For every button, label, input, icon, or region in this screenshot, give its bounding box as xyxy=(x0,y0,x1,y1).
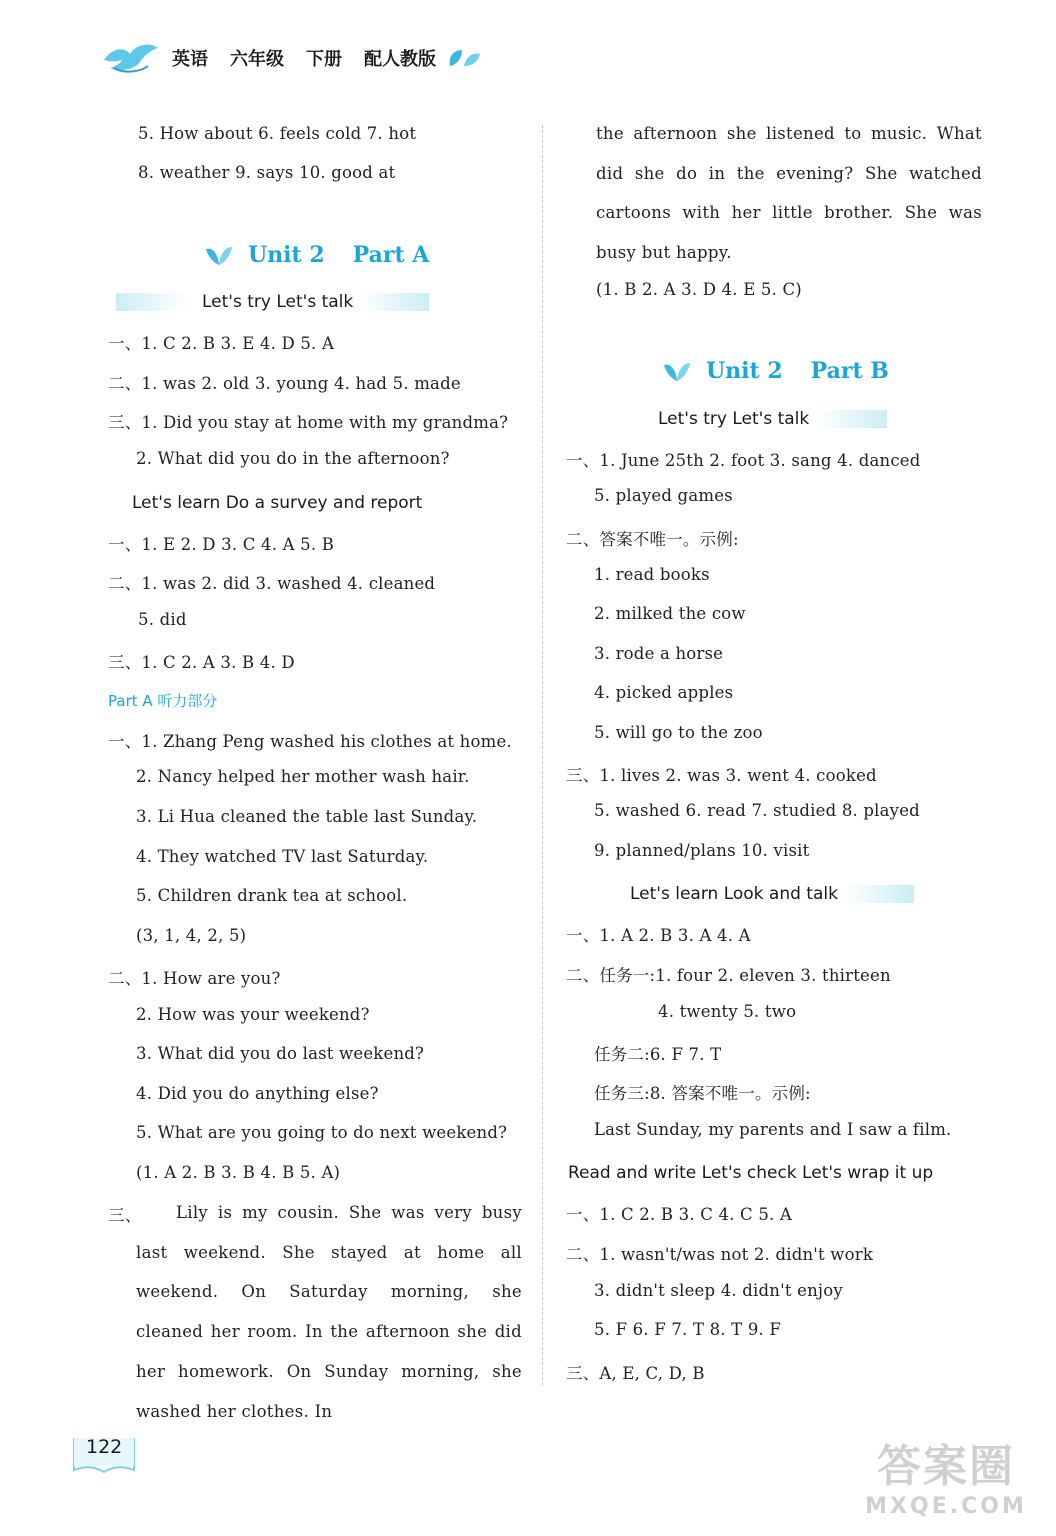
answer-line: 5. played games xyxy=(594,486,733,505)
answer-line: 一、1. Zhang Peng washed his clothes at home. xyxy=(108,732,512,751)
answer-line: 8. weather 9. says 10. good at xyxy=(138,163,396,182)
leaf-icon xyxy=(662,359,692,383)
unit-heading xyxy=(662,358,889,384)
answer-line: 5. will go to the zoo xyxy=(594,723,763,742)
answer-line: 三、1. C 2. A 3. B 4. D xyxy=(108,653,295,672)
answer-line: 3. What did you do last weekend? xyxy=(136,1044,425,1063)
watermark-bottom-text: MXQE.COM xyxy=(865,1494,1027,1519)
answer-line: 三、1. Did you stay at home with my grandma? xyxy=(108,413,509,432)
answer-line: 4. Did you do anything else? xyxy=(136,1084,379,1103)
answer-line: 5. did xyxy=(138,610,187,629)
answer-line: 5. What are you going to do next weekend? xyxy=(136,1123,508,1142)
answer-line: 9. planned/plans 10. visit xyxy=(594,841,810,860)
answer-line: 4. twenty 5. two xyxy=(658,1002,797,1021)
answer-line: 二、任务一:1. four 2. eleven 3. thirteen xyxy=(566,966,891,985)
page-number xyxy=(72,1436,136,1476)
answer-line: (3, 1, 4, 2, 5) xyxy=(136,926,247,945)
watermark xyxy=(846,1430,1046,1530)
passage-paragraph: Lily is my cousin. She was very busy last weekend. She stayed at home all weekend. On Saturday morning, she cleaned her room. In the afternoon she did her homework. On Sunday morning, she washed her clothes. In xyxy=(136,1203,522,1421)
column-divider xyxy=(542,125,543,1385)
answer-line: 三、A, E, C, D, B xyxy=(566,1364,705,1383)
answer-line: 二、1. was 2. did 3. washed 4. cleaned xyxy=(108,574,436,593)
leaf-icon xyxy=(204,243,234,267)
sub-heading: Let's try Let's talk xyxy=(652,406,815,432)
answer-line: 二、1. was 2. old 3. young 4. had 5. made xyxy=(108,374,461,393)
answer-line: 3. rode a horse xyxy=(594,644,724,663)
part-title: Part A xyxy=(352,242,430,268)
watermark-top-text: 答案圈 xyxy=(877,1441,1015,1492)
header-edition: 配人教版 xyxy=(364,49,436,70)
unit-heading xyxy=(204,242,429,268)
answer-line: 二、1. How are you? xyxy=(108,969,281,988)
answer-line: (1. B 2. A 3. D 4. E 5. C) xyxy=(596,280,802,299)
answer-label: 三、 xyxy=(108,1206,142,1225)
header-grade: 六年级 xyxy=(230,49,284,70)
answer-line: 2. Nancy helped her mother wash hair. xyxy=(136,767,470,786)
bird-logo-icon xyxy=(100,38,160,78)
answer-line: 一、1. June 25th 2. foot 3. sang 4. danced xyxy=(566,451,921,470)
answer-line: 2. milked the cow xyxy=(594,604,746,623)
part-title: Part B xyxy=(810,358,889,384)
sub-heading: Let's learn Do a survey and report xyxy=(132,493,423,513)
listening-section-label: Part A 听力部分 xyxy=(108,692,218,710)
answer-line: 任务三:8. 答案不唯一。示例: xyxy=(594,1084,811,1103)
sub-heading: Read and write Let's check Let's wrap it up xyxy=(568,1163,934,1183)
answer-line: 三、1. lives 2. was 3. went 4. cooked xyxy=(566,766,877,785)
answer-line: 一、1. C 2. B 3. C 4. C 5. A xyxy=(566,1205,793,1224)
page-header xyxy=(100,38,482,78)
answer-line: 4. They watched TV last Saturday. xyxy=(136,847,429,866)
answer-line: 4. picked apples xyxy=(594,683,734,702)
answer-line: 5. F 6. F 7. T 8. T 9. F xyxy=(594,1320,782,1339)
answer-line: Last Sunday, my parents and I saw a film. xyxy=(594,1120,952,1139)
header-subject: 英语 xyxy=(172,49,208,70)
answer-line: 2. What did you do in the afternoon? xyxy=(136,449,450,468)
answer-line: 二、1. wasn't/was not 2. didn't work xyxy=(566,1245,874,1264)
unit-title: Unit 2 xyxy=(248,242,325,268)
answer-line: 1. read books xyxy=(594,565,710,584)
answer-line: 一、1. E 2. D 3. C 4. A 5. B xyxy=(108,535,335,554)
sub-heading: Let's learn Look and talk xyxy=(624,881,844,907)
answer-line: 5. How about 6. feels cold 7. hot xyxy=(138,124,417,143)
answer-line: 二、答案不唯一。示例: xyxy=(566,530,739,549)
unit-title: Unit 2 xyxy=(706,358,783,384)
answer-line: 2. How was your weekend? xyxy=(136,1005,370,1024)
leaves-icon xyxy=(446,46,482,70)
answer-line: 3. Li Hua cleaned the table last Sunday. xyxy=(136,807,478,826)
answer-line: 任务二:6. F 7. T xyxy=(594,1045,722,1064)
sub-heading: Let's try Let's talk xyxy=(196,289,359,315)
header-volume: 下册 xyxy=(306,49,342,70)
answer-line: 3. didn't sleep 4. didn't enjoy xyxy=(594,1281,843,1300)
page-number-text: 122 xyxy=(86,1436,123,1458)
answer-line: 一、1. A 2. B 3. A 4. A xyxy=(566,926,751,945)
answer-line: 5. Children drank tea at school. xyxy=(136,886,408,905)
answer-line: (1. A 2. B 3. B 4. B 5. A) xyxy=(136,1163,341,1182)
answer-line: 一、1. C 2. B 3. E 4. D 5. A xyxy=(108,334,335,353)
passage-paragraph: the afternoon she listened to music. What did she do in the evening? She watched cartoons with her little brother. She was busy but happy. xyxy=(596,124,982,263)
answer-line: 5. washed 6. read 7. studied 8. played xyxy=(594,801,920,820)
